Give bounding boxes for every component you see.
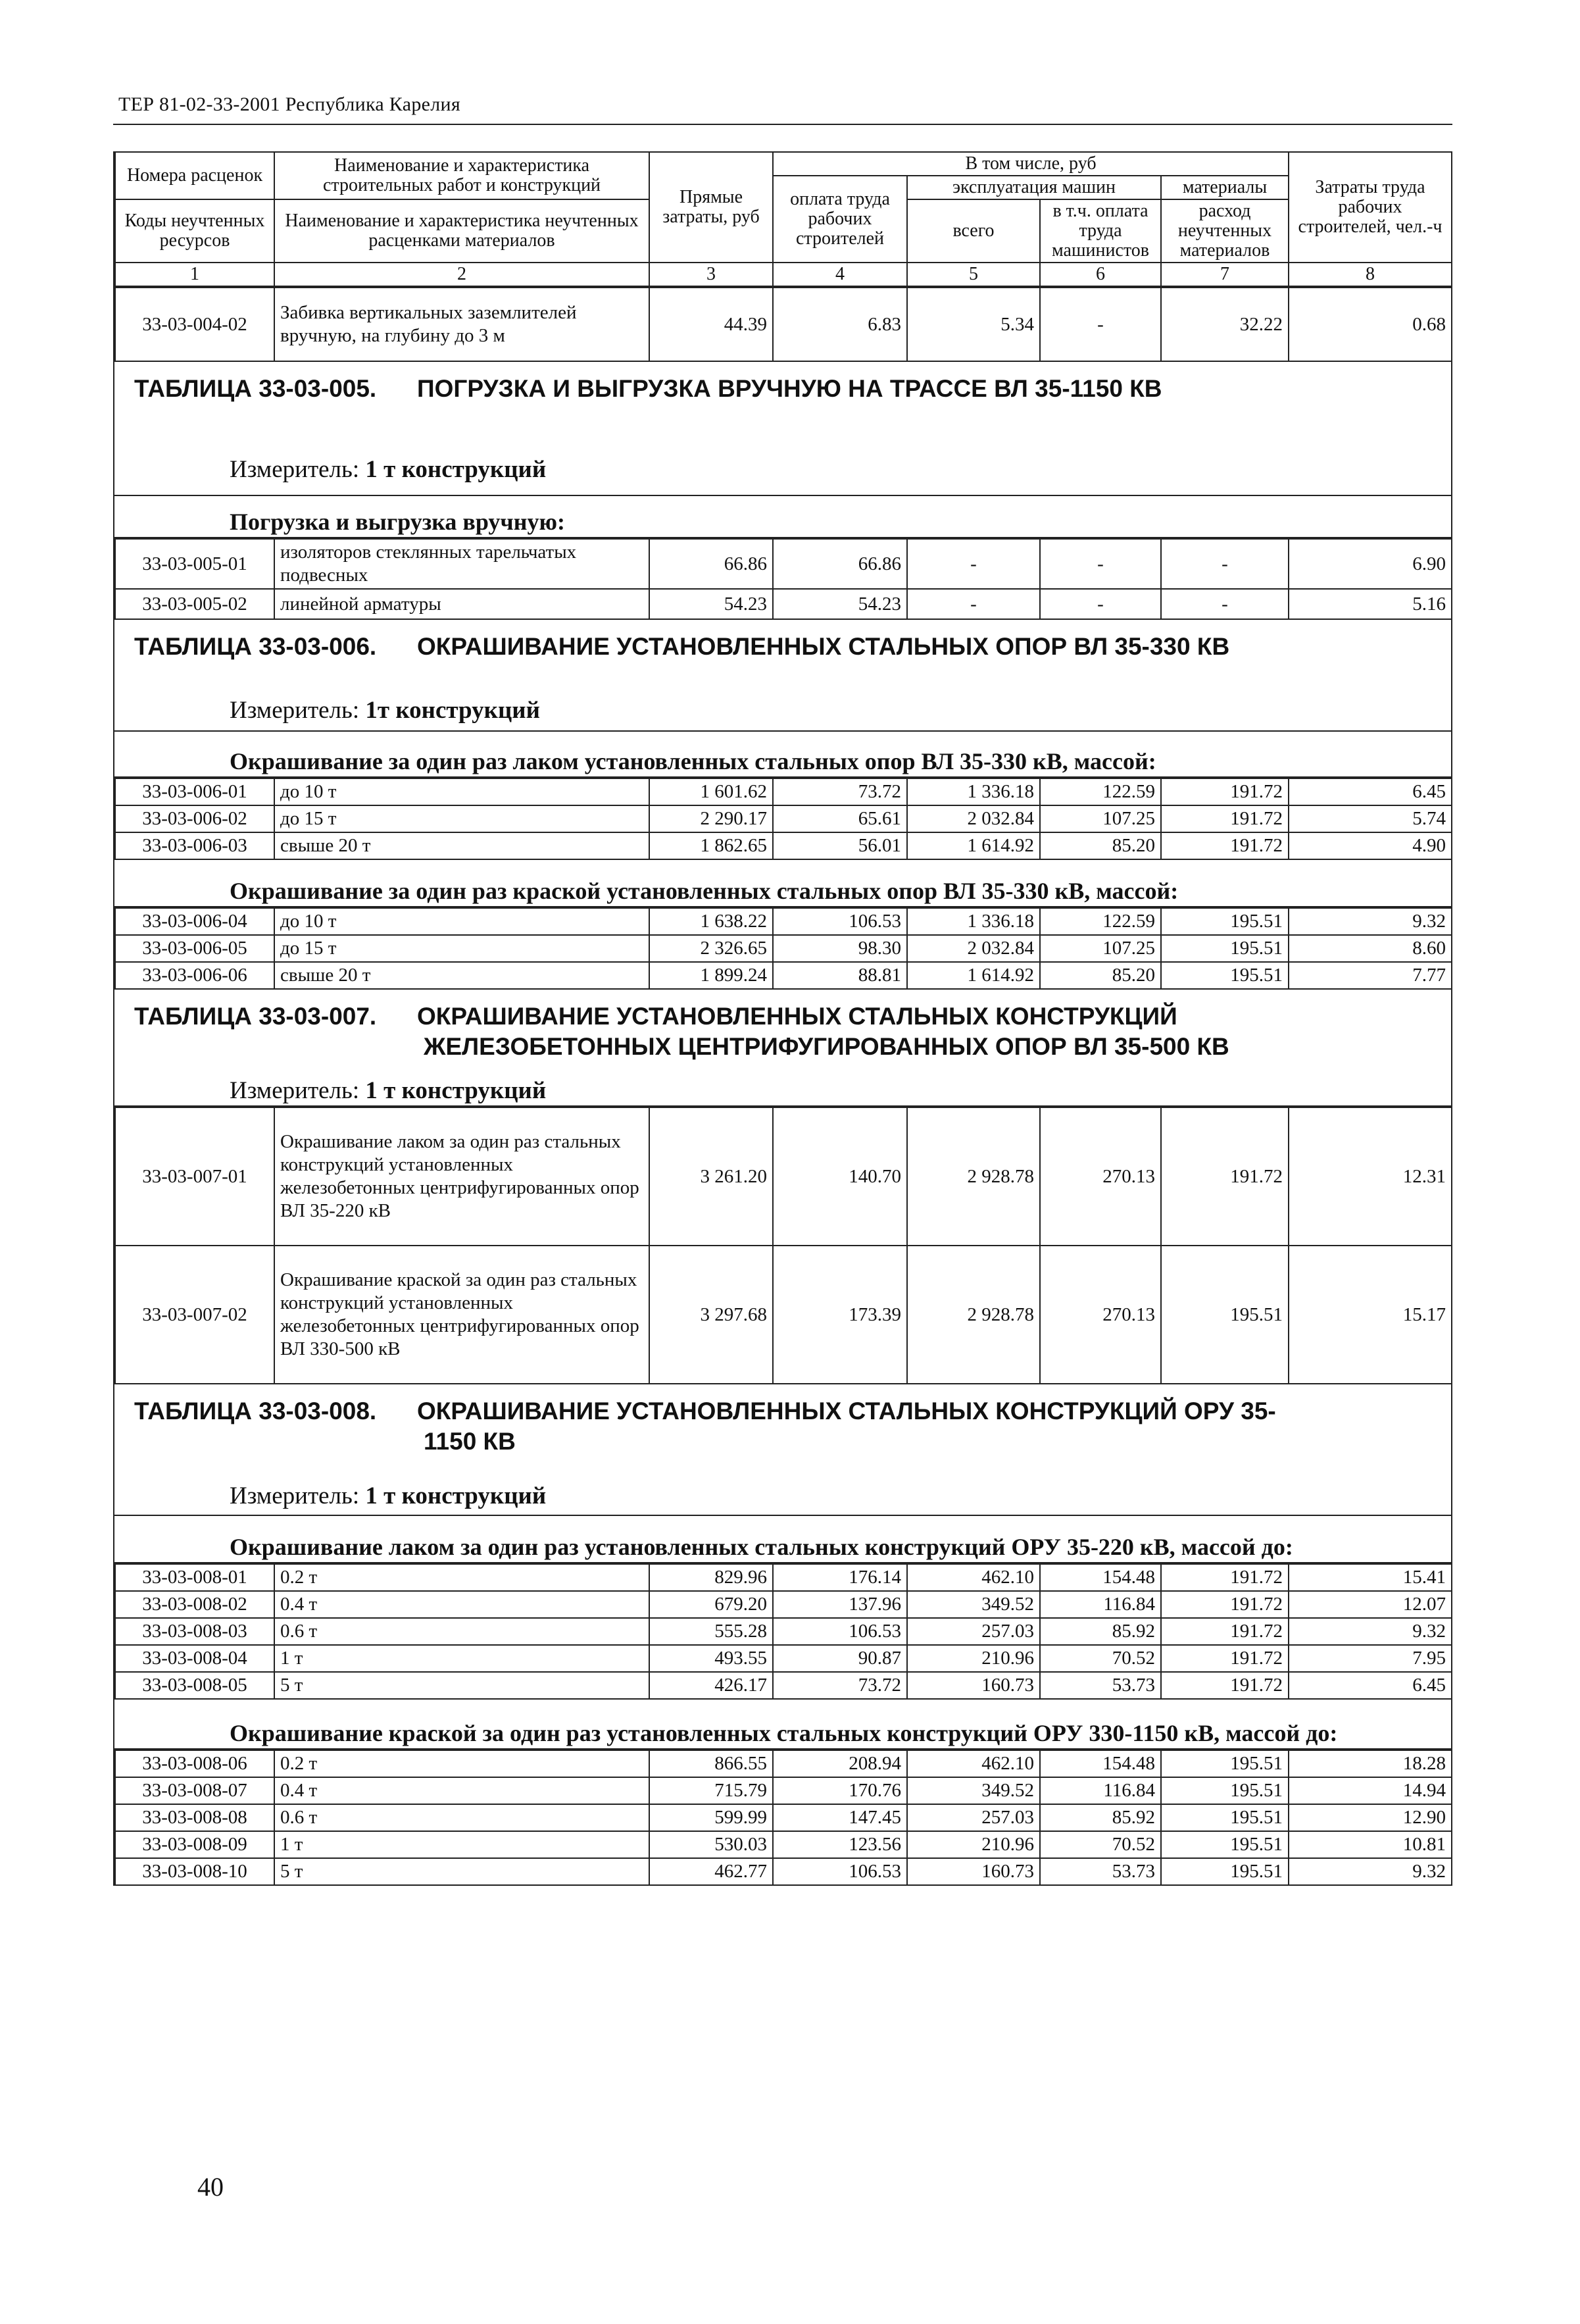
- col-number: 7: [1161, 263, 1289, 286]
- column-header-table: [114, 151, 1452, 287]
- value-cell: 270.13: [1040, 1107, 1161, 1246]
- rate-row-table: [114, 287, 1452, 362]
- table-006-subblock: [114, 860, 1451, 907]
- value-cell: 1 899.24: [649, 962, 773, 989]
- value-cell: 98.30: [773, 935, 907, 962]
- value-cell: 85.20: [1040, 832, 1161, 859]
- work-description: 0.2 т: [274, 1564, 649, 1591]
- measure-unit: 1 т конструкций: [365, 1482, 547, 1509]
- measure-label: Измеритель:: [230, 697, 360, 724]
- value-cell: 73.72: [773, 1672, 907, 1699]
- value-cell: -: [1040, 288, 1161, 361]
- value-cell: 85.92: [1040, 1804, 1161, 1831]
- work-description: до 10 т: [274, 778, 649, 805]
- table-row: [115, 1591, 1452, 1618]
- col-material-name: Наименование и характеристика неучтенных расценками материалов: [274, 199, 649, 263]
- value-cell: 462.10: [907, 1750, 1040, 1777]
- table-title-cont: ЖЕЛЕЗОБЕТОННЫХ ЦЕНТРИФУГИРОВАННЫХ ОПОР ВЛ 35-500 КВ: [424, 1033, 1229, 1060]
- value-cell: -: [1161, 539, 1289, 589]
- value-cell: 195.51: [1161, 1858, 1289, 1885]
- measure-unit: 1т конструкций: [365, 697, 540, 724]
- table-title-cont: 1150 КВ: [424, 1428, 516, 1455]
- col-worker-pay: оплата труда рабочих строителей: [773, 176, 907, 263]
- rate-code: 33-03-008-01: [115, 1564, 274, 1591]
- work-description: до 15 т: [274, 935, 649, 962]
- measure-unit: 1 т конструкций: [365, 456, 547, 483]
- work-description: до 10 т: [274, 908, 649, 935]
- col-work-name: Наименование и характеристика строительных работ и конструкций: [274, 152, 649, 199]
- measure-unit: 1 т конструкций: [365, 1077, 547, 1104]
- table-row: [115, 288, 1452, 361]
- rate-code: 33-03-008-04: [115, 1645, 274, 1672]
- work-description: Забивка вертикальных заземлителей вручную, на глубину до 3 м: [274, 288, 649, 361]
- value-cell: 6.45: [1289, 778, 1452, 805]
- col-number: 5: [907, 263, 1040, 286]
- value-cell: 2 928.78: [907, 1107, 1040, 1246]
- value-cell: 462.77: [649, 1858, 773, 1885]
- value-cell: 195.51: [1161, 1246, 1289, 1384]
- work-description: свыше 20 т: [274, 962, 649, 989]
- table-title: ОКРАШИВАНИЕ УСТАНОВЛЕННЫХ СТАЛЬНЫХ КОНСТРУКЦИЙ ОРУ 35-: [417, 1398, 1276, 1425]
- value-cell: 349.52: [907, 1591, 1040, 1618]
- rate-row-table: [114, 1107, 1452, 1384]
- value-cell: 32.22: [1161, 288, 1289, 361]
- value-cell: 106.53: [773, 1858, 907, 1885]
- value-cell: 195.51: [1161, 1831, 1289, 1858]
- value-cell: 56.01: [773, 832, 907, 859]
- value-cell: 1 862.65: [649, 832, 773, 859]
- rate-code: 33-03-004-02: [115, 288, 274, 361]
- value-cell: 7.95: [1289, 1645, 1452, 1672]
- col-operator-pay: в т.ч. оплата труда машинистов: [1040, 199, 1161, 263]
- col-number: 6: [1040, 263, 1161, 286]
- table-008-subblock: [114, 1700, 1451, 1750]
- value-cell: 12.31: [1289, 1107, 1452, 1246]
- value-cell: 106.53: [773, 908, 907, 935]
- rate-code: 33-03-008-03: [115, 1618, 274, 1645]
- value-cell: 426.17: [649, 1672, 773, 1699]
- section-title: [114, 362, 1451, 404]
- value-cell: 15.17: [1289, 1246, 1452, 1384]
- value-cell: 493.55: [649, 1645, 773, 1672]
- value-cell: 65.61: [773, 805, 907, 832]
- table-number: ТАБЛИЦА 33-03-005.: [134, 375, 377, 402]
- rate-code: 33-03-008-10: [115, 1858, 274, 1885]
- rate-code: 33-03-008-02: [115, 1591, 274, 1618]
- table-row: [115, 1107, 1452, 1246]
- value-cell: 123.56: [773, 1831, 907, 1858]
- rate-code: 33-03-006-01: [115, 778, 274, 805]
- value-cell: 9.32: [1289, 908, 1452, 935]
- table-title: ОКРАШИВАНИЕ УСТАНОВЛЕННЫХ СТАЛЬНЫХ ОПОР ВЛ 35-330 КВ: [417, 633, 1230, 660]
- subheader: Окрашивание за один раз лаком установленных стальных опор ВЛ 35-330 кВ, массой:: [230, 748, 1156, 774]
- value-cell: -: [1040, 539, 1161, 589]
- rate-row-table: [114, 907, 1452, 990]
- value-cell: 195.51: [1161, 1750, 1289, 1777]
- rate-row-table: [114, 538, 1452, 620]
- value-cell: 160.73: [907, 1858, 1040, 1885]
- table-row: [115, 908, 1452, 935]
- header-divider: [113, 124, 1452, 125]
- value-cell: 208.94: [773, 1750, 907, 1777]
- rate-code: 33-03-006-04: [115, 908, 274, 935]
- value-cell: 9.32: [1289, 1858, 1452, 1885]
- value-cell: 160.73: [907, 1672, 1040, 1699]
- measure-line: [114, 662, 1451, 732]
- running-header: ТЕР 81-02-33-2001 Республика Карелия: [118, 93, 460, 115]
- table-row: [115, 1750, 1452, 1777]
- value-cell: 191.72: [1161, 1564, 1289, 1591]
- value-cell: 2 032.84: [907, 805, 1040, 832]
- rate-code: 33-03-006-03: [115, 832, 274, 859]
- work-description: Окрашивание лаком за один раз стальных конструкций установленных железобетонных центрифугированных опор ВЛ 35-220 кВ: [274, 1107, 649, 1246]
- value-cell: 555.28: [649, 1618, 773, 1645]
- measure-line: [114, 404, 1451, 496]
- work-description: свыше 20 т: [274, 832, 649, 859]
- measure-label: Измеритель:: [230, 1077, 360, 1104]
- table-row: [115, 1777, 1452, 1804]
- table-row: [115, 962, 1452, 989]
- value-cell: 53.73: [1040, 1858, 1161, 1885]
- table-row: [115, 935, 1452, 962]
- value-cell: 12.07: [1289, 1591, 1452, 1618]
- table-number: ТАБЛИЦА 33-03-006.: [134, 633, 377, 660]
- col-rate-numbers: Номера расценок: [115, 152, 274, 199]
- rate-code: 33-03-006-06: [115, 962, 274, 989]
- subheader: Погрузка и выгрузка вручную:: [230, 509, 565, 535]
- value-cell: 191.72: [1161, 1645, 1289, 1672]
- value-cell: 12.90: [1289, 1804, 1452, 1831]
- value-cell: 122.59: [1040, 778, 1161, 805]
- rate-code: 33-03-008-06: [115, 1750, 274, 1777]
- table-row: [115, 1831, 1452, 1858]
- value-cell: 85.92: [1040, 1618, 1161, 1645]
- table-row: [115, 589, 1452, 619]
- value-cell: 191.72: [1161, 1672, 1289, 1699]
- value-cell: 170.76: [773, 1777, 907, 1804]
- table-row: [115, 778, 1452, 805]
- table-row: [115, 1564, 1452, 1591]
- rate-row-table: [114, 778, 1452, 860]
- value-cell: 270.13: [1040, 1246, 1161, 1384]
- value-cell: 147.45: [773, 1804, 907, 1831]
- measure-line: [114, 1457, 1451, 1516]
- value-cell: 107.25: [1040, 935, 1161, 962]
- value-cell: 5.34: [907, 288, 1040, 361]
- value-cell: 5.74: [1289, 805, 1452, 832]
- col-materials: материалы: [1161, 176, 1289, 199]
- section-title: [114, 1384, 1451, 1457]
- table-006-block: [114, 620, 1451, 778]
- value-cell: 18.28: [1289, 1750, 1452, 1777]
- value-cell: 2 032.84: [907, 935, 1040, 962]
- table-007-block: [114, 990, 1451, 1107]
- value-cell: 106.53: [773, 1618, 907, 1645]
- value-cell: 54.23: [649, 589, 773, 619]
- subheader: Окрашивание лаком за один раз установленных стальных конструкций ОРУ 35-220 кВ, массой до:: [230, 1534, 1293, 1560]
- col-direct-costs: Прямые затраты, руб: [649, 152, 773, 263]
- work-description: до 15 т: [274, 805, 649, 832]
- value-cell: 2 290.17: [649, 805, 773, 832]
- value-cell: 116.84: [1040, 1777, 1161, 1804]
- rate-code: 33-03-006-05: [115, 935, 274, 962]
- value-cell: 191.72: [1161, 805, 1289, 832]
- table-row: [115, 1246, 1452, 1384]
- value-cell: 679.20: [649, 1591, 773, 1618]
- value-cell: 6.83: [773, 288, 907, 361]
- table-row: [115, 1804, 1452, 1831]
- value-cell: 6.45: [1289, 1672, 1452, 1699]
- table-005-block: [114, 362, 1451, 538]
- value-cell: 210.96: [907, 1645, 1040, 1672]
- value-cell: 2 326.65: [649, 935, 773, 962]
- value-cell: -: [1040, 589, 1161, 619]
- value-cell: 73.72: [773, 778, 907, 805]
- value-cell: 70.52: [1040, 1831, 1161, 1858]
- rate-code: 33-03-007-02: [115, 1246, 274, 1384]
- section-title: [114, 990, 1451, 1062]
- work-description: 1 т: [274, 1645, 649, 1672]
- value-cell: 195.51: [1161, 908, 1289, 935]
- work-description: 1 т: [274, 1831, 649, 1858]
- value-cell: 116.84: [1040, 1591, 1161, 1618]
- rate-code: 33-03-008-07: [115, 1777, 274, 1804]
- col-number: 1: [115, 263, 274, 286]
- rate-code: 33-03-008-09: [115, 1831, 274, 1858]
- value-cell: 14.94: [1289, 1777, 1452, 1804]
- table-row: [115, 539, 1452, 589]
- value-cell: 191.72: [1161, 1618, 1289, 1645]
- col-machine-operation: эксплуатация машин: [907, 176, 1161, 199]
- rate-code: 33-03-006-02: [115, 805, 274, 832]
- value-cell: 137.96: [773, 1591, 907, 1618]
- page-number: 40: [197, 2172, 224, 2202]
- value-cell: 191.72: [1161, 1107, 1289, 1246]
- work-description: 0.6 т: [274, 1804, 649, 1831]
- value-cell: 462.10: [907, 1564, 1040, 1591]
- value-cell: 7.77: [1289, 962, 1452, 989]
- rate-code: 33-03-005-01: [115, 539, 274, 589]
- col-material-use: расход неучтенных материалов: [1161, 199, 1289, 263]
- table-row: [115, 1858, 1452, 1885]
- value-cell: 10.81: [1289, 1831, 1452, 1858]
- value-cell: 44.39: [649, 288, 773, 361]
- value-cell: 66.86: [773, 539, 907, 589]
- table-008-block: [114, 1384, 1451, 1563]
- value-cell: 210.96: [907, 1831, 1040, 1858]
- col-number: 8: [1289, 263, 1452, 286]
- value-cell: 15.41: [1289, 1564, 1452, 1591]
- value-cell: 195.51: [1161, 1804, 1289, 1831]
- rate-code: 33-03-005-02: [115, 589, 274, 619]
- col-including: В том числе, руб: [773, 152, 1289, 176]
- value-cell: 195.51: [1161, 935, 1289, 962]
- value-cell: 3 297.68: [649, 1246, 773, 1384]
- value-cell: 66.86: [649, 539, 773, 589]
- document-body: [113, 151, 1452, 1886]
- value-cell: 176.14: [773, 1564, 907, 1591]
- value-cell: 4.90: [1289, 832, 1452, 859]
- value-cell: 85.20: [1040, 962, 1161, 989]
- rate-row-table: [114, 1750, 1452, 1886]
- work-description: линейной арматуры: [274, 589, 649, 619]
- work-description: 0.6 т: [274, 1618, 649, 1645]
- rate-row-table: [114, 1563, 1452, 1700]
- value-cell: 2 928.78: [907, 1246, 1040, 1384]
- value-cell: 54.23: [773, 589, 907, 619]
- value-cell: 1 614.92: [907, 832, 1040, 859]
- value-cell: 140.70: [773, 1107, 907, 1246]
- value-cell: -: [907, 589, 1040, 619]
- table-title: ПОГРУЗКА И ВЫГРУЗКА ВРУЧНУЮ НА ТРАССЕ ВЛ 35-1150 КВ: [417, 375, 1162, 402]
- value-cell: 0.68: [1289, 288, 1452, 361]
- value-cell: 88.81: [773, 962, 907, 989]
- rate-code: 33-03-008-05: [115, 1672, 274, 1699]
- value-cell: 90.87: [773, 1645, 907, 1672]
- col-number: 4: [773, 263, 907, 286]
- subheader: Окрашивание краской за один раз установленных стальных конструкций ОРУ 330-1150 кВ, массой до:: [230, 1720, 1338, 1746]
- value-cell: -: [1161, 589, 1289, 619]
- measure-line: [114, 1062, 1451, 1105]
- value-cell: 715.79: [649, 1777, 773, 1804]
- table-row: [115, 805, 1452, 832]
- value-cell: 70.52: [1040, 1645, 1161, 1672]
- value-cell: 5.16: [1289, 589, 1452, 619]
- value-cell: 8.60: [1289, 935, 1452, 962]
- value-cell: 9.32: [1289, 1618, 1452, 1645]
- rate-code: 33-03-007-01: [115, 1107, 274, 1246]
- value-cell: 349.52: [907, 1777, 1040, 1804]
- work-description: 5 т: [274, 1672, 649, 1699]
- subheader: Окрашивание за один раз краской установленных стальных опор ВЛ 35-330 кВ, массой:: [230, 878, 1179, 904]
- work-description: 5 т: [274, 1858, 649, 1885]
- value-cell: 191.72: [1161, 1591, 1289, 1618]
- value-cell: 257.03: [907, 1618, 1040, 1645]
- value-cell: 195.51: [1161, 1777, 1289, 1804]
- work-description: 0.4 т: [274, 1777, 649, 1804]
- value-cell: 599.99: [649, 1804, 773, 1831]
- value-cell: 1 336.18: [907, 778, 1040, 805]
- table-number: ТАБЛИЦА 33-03-008.: [134, 1398, 377, 1425]
- measure-label: Измеритель:: [230, 1482, 360, 1509]
- value-cell: 1 614.92: [907, 962, 1040, 989]
- value-cell: 195.51: [1161, 962, 1289, 989]
- col-machine-total: всего: [907, 199, 1040, 263]
- table-title: ОКРАШИВАНИЕ УСТАНОВЛЕННЫХ СТАЛЬНЫХ КОНСТРУКЦИЙ: [417, 1003, 1177, 1030]
- value-cell: 154.48: [1040, 1750, 1161, 1777]
- col-resource-codes: Коды неучтенных ресурсов: [115, 199, 274, 263]
- value-cell: 530.03: [649, 1831, 773, 1858]
- value-cell: 1 336.18: [907, 908, 1040, 935]
- value-cell: 1 601.62: [649, 778, 773, 805]
- col-number: 3: [649, 263, 773, 286]
- section-title: [114, 620, 1451, 662]
- value-cell: 107.25: [1040, 805, 1161, 832]
- table-row: [115, 832, 1452, 859]
- value-cell: 866.55: [649, 1750, 773, 1777]
- value-cell: 122.59: [1040, 908, 1161, 935]
- table-row: [115, 1618, 1452, 1645]
- col-labor-costs: Затраты труда рабочих строителей, чел.-ч: [1289, 152, 1452, 263]
- value-cell: 191.72: [1161, 778, 1289, 805]
- measure-label: Измеритель:: [230, 456, 360, 483]
- table-row: [115, 1672, 1452, 1699]
- value-cell: 173.39: [773, 1246, 907, 1384]
- work-description: изоляторов стеклянных тарельчатых подвесных: [274, 539, 649, 589]
- value-cell: 154.48: [1040, 1564, 1161, 1591]
- value-cell: 3 261.20: [649, 1107, 773, 1246]
- value-cell: -: [907, 539, 1040, 589]
- work-description: 0.2 т: [274, 1750, 649, 1777]
- rate-code: 33-03-008-08: [115, 1804, 274, 1831]
- table-number: ТАБЛИЦА 33-03-007.: [134, 1003, 377, 1030]
- col-number: 2: [274, 263, 649, 286]
- value-cell: 191.72: [1161, 832, 1289, 859]
- value-cell: 257.03: [907, 1804, 1040, 1831]
- table-row: [115, 1645, 1452, 1672]
- work-description: 0.4 т: [274, 1591, 649, 1618]
- value-cell: 829.96: [649, 1564, 773, 1591]
- work-description: Окрашивание краской за один раз стальных конструкций установленных железобетонных центрифугированных опор ВЛ 330-500 кВ: [274, 1246, 649, 1384]
- value-cell: 6.90: [1289, 539, 1452, 589]
- value-cell: 53.73: [1040, 1672, 1161, 1699]
- value-cell: 1 638.22: [649, 908, 773, 935]
